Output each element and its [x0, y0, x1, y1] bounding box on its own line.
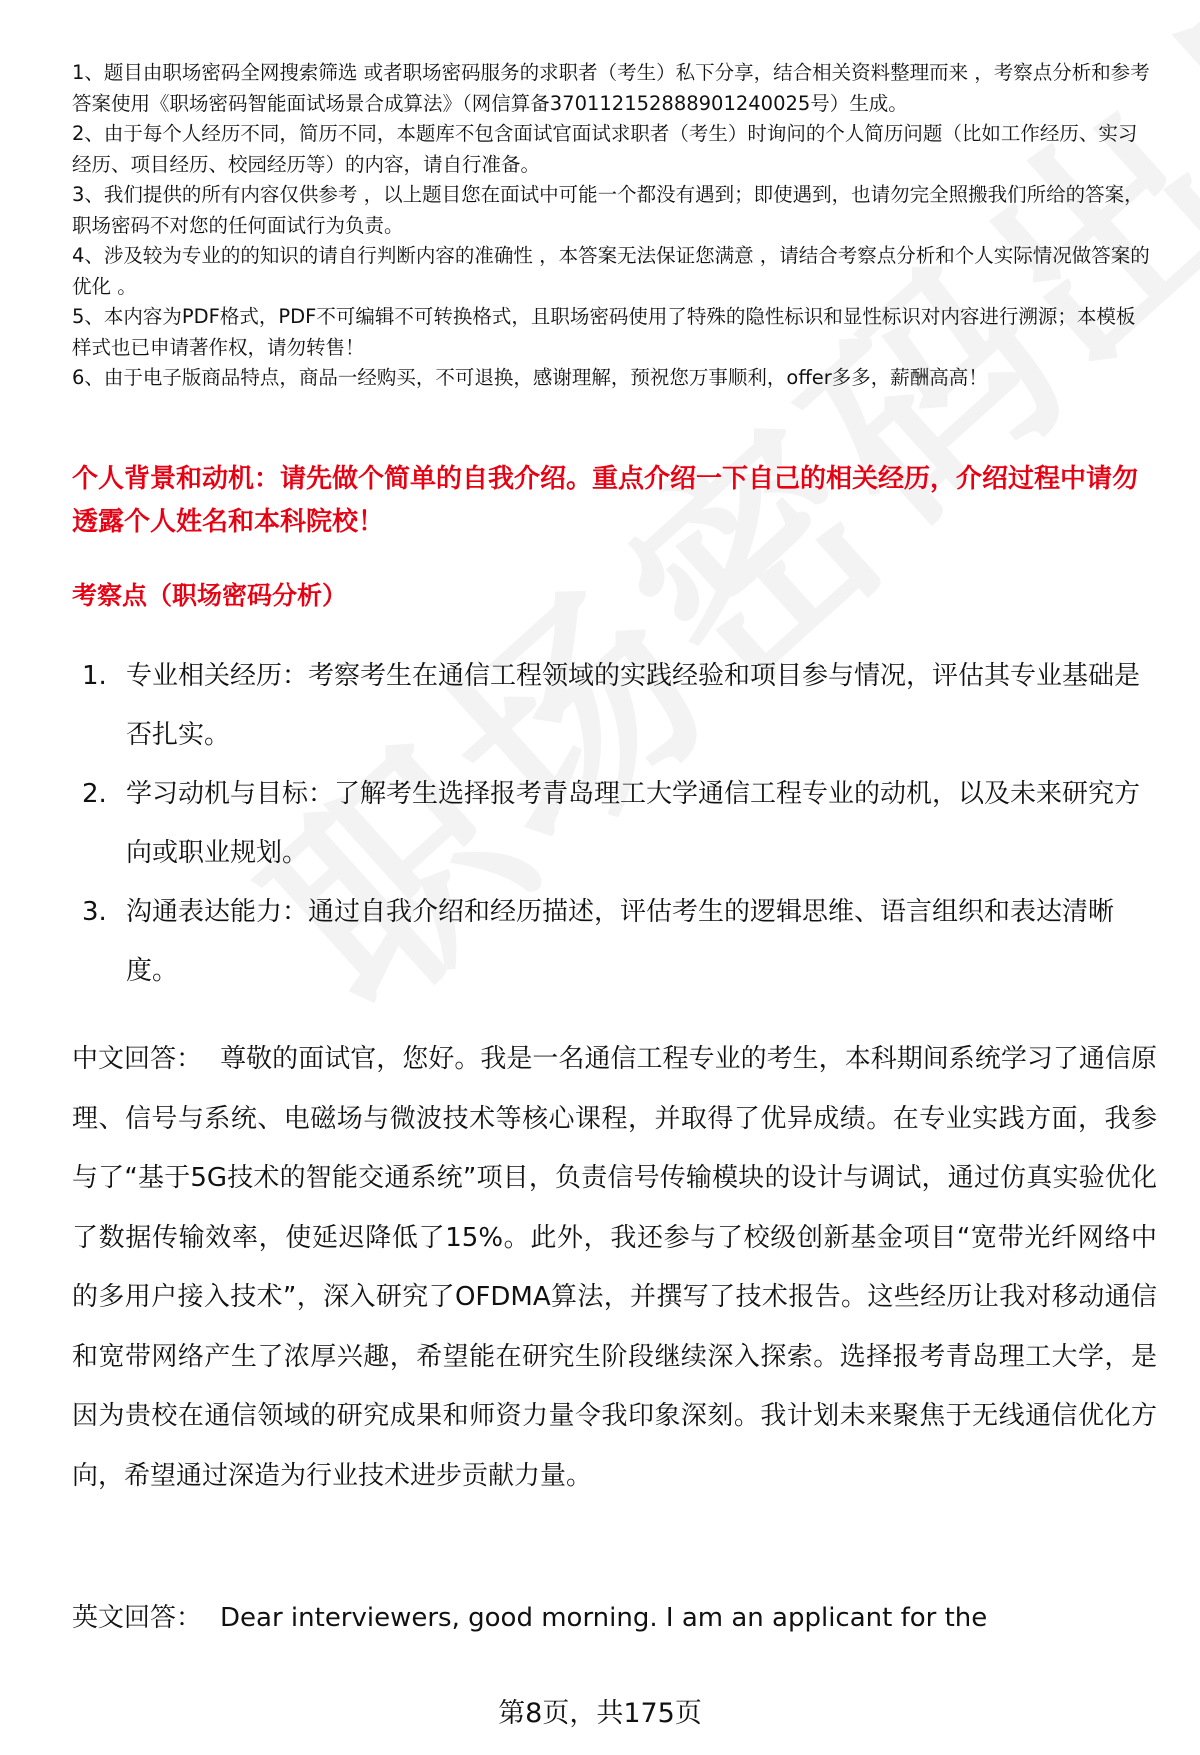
note-2: 2、由于每个人经历不同，简历不同，本题库不包含面试官面试求职者（考生）时询问的个人简历问题（比如工作经历、实习经历、项目经历、校园经历等）的内容，请自行准备。 — [72, 122, 1138, 176]
point-text: 专业相关经历：考察考生在通信工程领域的实践经验和项目参与情况，评估其专业基础是否扎实。 — [126, 661, 1141, 750]
note-5: 5、本内容为PDF格式，PDF不可编辑不可转换格式，且职场密码使用了特殊的隐性标识和显性标识对内容进行溯源；本模板样式也已申请著作权，请勿转售！ — [72, 305, 1136, 359]
disclaimer-notes — [72, 58, 1152, 394]
note-4: 4、涉及较为专业的的知识的请自行判断内容的准确性 ，本答案无法保证您满意 ，请结合考察点分析和个人实际情况做答案的优化 。 — [72, 244, 1150, 298]
point-number: 1. — [82, 661, 107, 691]
page-number: 第8页，共175页 — [498, 1698, 702, 1729]
note-3: 3、我们提供的所有内容仅供参考 ，以上题目您在面试中可能一个都没有遇到；即使遇到，也请勿完全照搬我们所给的答案，职场密码不对您的任何面试行为负责。 — [72, 183, 1144, 237]
english-answer-text: Dear interviewers, good morning. I am an applicant for the — [220, 1603, 988, 1633]
section-title: 考察点（职场密码分析） — [72, 581, 348, 610]
point-item — [82, 883, 1152, 1001]
assessment-points — [82, 647, 1152, 1001]
english-answer — [72, 1600, 1157, 1636]
point-text: 学习动机与目标：了解考生选择报考青岛理工大学通信工程专业的动机，以及未来研究方向或职业规划。 — [126, 779, 1141, 868]
point-item — [82, 647, 1152, 765]
chinese-answer-text: 尊敬的面试官，您好。我是一名通信工程专业的考生，本科期间系统学习了通信原理、信号与系统、电磁场与微波技术等核心课程，并取得了优异成绩。在专业实践方面，我参与了“基于5G技术的智能交通系统”项目，负责信号传输模块的设计与调试，通过仿真实验优化了数据传输效率，使延迟降低了15%。此外，我还参与了校级创新基金项目“宽带光纤网络中的多用户接入技术”，深入研究了OFDMA算法，并撰写了技术报告。这些经历让我对移动通信和宽带网络产生了浓厚兴趣，希望能在研究生阶段继续深入探索。选择报考青岛理工大学，是因为贵校在通信领域的研究成果和师资力量令我印象深刻。我计划未来聚焦于无线通信优化方向，希望通过深造为行业技术进步贡献力量。 — [72, 1044, 1157, 1491]
interview-question: 个人背景和动机：请先做个简单的自我介绍。重点介绍一下自己的相关经历，介绍过程中请勿透露个人姓名和本科院校！ — [72, 464, 1139, 537]
point-item — [82, 765, 1152, 883]
note-6: 6、由于电子版商品特点，商品一经购买，不可退换，感谢理解，预祝您万事顺利，offer多多，薪酬高高！ — [72, 366, 988, 389]
point-number: 3. — [82, 897, 107, 927]
point-text: 沟通表达能力：通过自我介绍和经历描述，评估考生的逻辑思维、语言组织和表达清晰度。 — [126, 897, 1115, 986]
chinese-answer — [72, 1030, 1157, 1506]
point-number: 2. — [82, 779, 107, 809]
chinese-answer-label: 中文回答： — [72, 1044, 203, 1074]
english-answer-label: 英文回答： — [72, 1603, 203, 1633]
note-1: 1、题目由职场密码全网搜索筛选 或者职场密码服务的求职者（考生）私下分享，结合相关资料整理而来 ，考察点分析和参考答案使用《职场密码智能面试场景合成算法》（网信算备370112152888901240025号）生成。 — [72, 61, 1150, 115]
